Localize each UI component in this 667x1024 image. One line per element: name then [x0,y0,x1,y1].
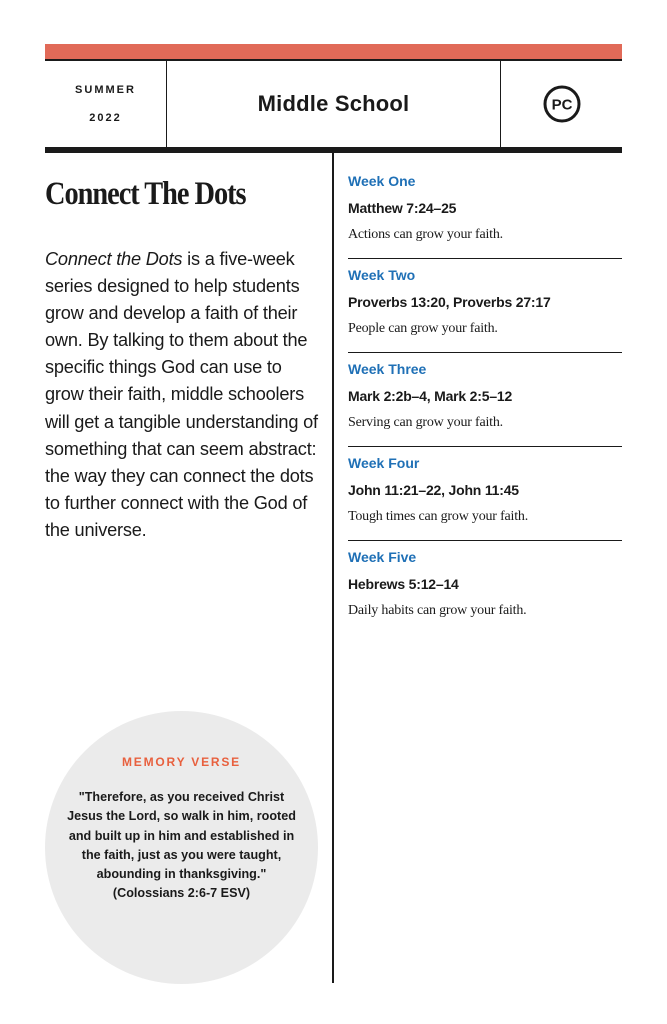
week-item [348,447,622,541]
week-item [348,259,622,353]
logo-text: PC [551,96,572,114]
week-reference: Proverbs 13:20, Proverbs 27:17 [348,294,551,310]
week-label: Week Five [348,549,417,565]
week-reference: Hebrews 5:12–14 [348,576,459,592]
header [45,59,622,153]
week-label: Week Three [348,361,427,377]
memory-verse-text: "Therefore, as you received Christ Jesus the Lord, so walk in him, rooted and built up in him and established in the faith, just as you were taught, abounding in thanksgiving." (Colossians 2:6-7 ESV) [67,790,296,901]
season-block [45,61,167,147]
weeks-list [348,165,622,635]
week-reference: John 11:21–22, John 11:45 [348,482,519,498]
week-item [348,165,622,259]
week-tagline: Serving can grow your faith. [348,415,503,430]
year-label: 2022 [89,112,122,124]
week-item [348,353,622,447]
accent-bar [45,44,622,59]
header-title-block [167,61,500,147]
week-tagline: Daily habits can grow your faith. [348,603,527,618]
pc-logo-icon [542,84,582,124]
season-label: SUMMER [75,84,136,96]
week-tagline: People can grow your faith. [348,321,498,336]
column-divider [332,153,334,983]
description-italic: Connect the Dots [45,249,183,269]
week-label: Week Two [348,267,416,283]
memory-verse-circle [45,711,318,984]
series-description [45,246,323,544]
week-item [348,541,622,635]
page-title: Middle School [257,91,410,116]
week-reference: Matthew 7:24–25 [348,200,457,216]
week-tagline: Tough times can grow your faith. [348,509,529,524]
week-label: Week Four [348,455,420,471]
memory-verse-label: MEMORY VERSE [122,755,241,769]
week-label: Week One [348,173,416,189]
series-title: Connect The Dots [45,176,246,212]
logo-block [500,61,622,147]
description-text: is a five-week series designed to help students grow and develop a faith of their own. By talking to them about the specific things God can use to grow their faith, middle schoolers will get a tangible understanding of something that can seem abstract: the way they can connect the dots to further connect with the God of the universe. [45,249,318,540]
week-tagline: Actions can grow your faith. [348,227,503,242]
week-reference: Mark 2:2b–4, Mark 2:5–12 [348,388,513,404]
